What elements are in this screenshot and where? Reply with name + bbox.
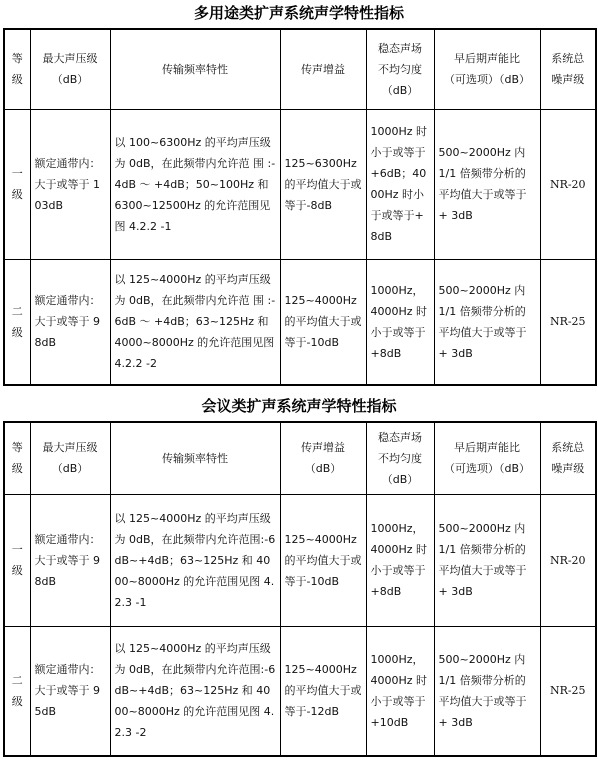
noise-cell: NR-20 xyxy=(540,494,596,626)
table-row xyxy=(4,259,596,385)
table-row xyxy=(4,109,596,259)
header-uniformity: 稳态声场 不均匀度 （dB） xyxy=(366,29,434,109)
uniformity-cell: 1000Hz，4000Hz 时小于或等于+8dB xyxy=(366,259,434,385)
gain-cell: 125~4000Hz 的平均值大于或等于-10dB xyxy=(280,259,366,385)
conference-table-title: 会议类扩声系统声学特性指标 xyxy=(201,397,397,415)
frequency-cell: 以 125~4000Hz 的平均声压级为 0dB，在此频带内允许范 围 :-6dB ～ +4dB；63~125Hz 和 4000~8000Hz 的允许范围见图 4.2.2 -2 xyxy=(110,259,280,385)
max-spl-cell: 额定通带内：大于或等于 98dB xyxy=(30,259,110,385)
header-max-spl: 最大声压级 （dB） xyxy=(30,422,110,494)
frequency-cell: 以 125~4000Hz 的平均声压级为 0dB，在此频带内允许范围:-6dB~+4dB；63~125Hz 和 4000~8000Hz 的允许范围见图 4.2.3 -1 xyxy=(110,494,280,626)
gain-cell: 125~4000Hz 的平均值大于或等于-12dB xyxy=(280,626,366,756)
conference-spec-table xyxy=(3,421,597,757)
max-spl-cell: 额定通带内：大于或等于 98dB xyxy=(30,494,110,626)
table-row xyxy=(4,626,596,756)
uniformity-cell: 1000Hz 时小于或等于+6dB；4000Hz 时小于或等于+8dB xyxy=(366,109,434,259)
header-uniformity: 稳态声场 不均匀度 （dB） xyxy=(366,422,434,494)
table-header-row xyxy=(4,29,596,109)
header-noise: 系统总 噪声级 xyxy=(540,422,596,494)
general-table-title: 多用途类扩声系统声学特性指标 xyxy=(193,4,404,22)
header-energy-ratio: 早后期声能比 （可选项）（dB） xyxy=(434,29,540,109)
general-spec-table xyxy=(3,28,597,386)
noise-cell: NR-25 xyxy=(540,626,596,756)
uniformity-cell: 1000Hz，4000Hz 时小于或等于+8dB xyxy=(366,494,434,626)
header-max-spl: 最大声压级 （dB） xyxy=(30,29,110,109)
frequency-cell: 以 100~6300Hz 的平均声压级为 0dB，在此频带内允许范 围 :-4dB ～ +4dB；50~100Hz 和 6300~12500Hz 的允许范围见图 4.2.2 -1 xyxy=(110,109,280,259)
max-spl-cell: 额定通带内：大于或等于 95dB xyxy=(30,626,110,756)
header-energy-ratio: 早后期声能比 （可选项）（dB） xyxy=(434,422,540,494)
gain-cell: 125~4000Hz 的平均值大于或等于-10dB xyxy=(280,494,366,626)
energy-ratio-cell: 500~2000Hz 内 1/1 倍频带分析的平均值大于或等于+ 3dB xyxy=(434,626,540,756)
energy-ratio-cell: 500~2000Hz 内 1/1 倍频带分析的平均值大于或等于+ 3dB xyxy=(434,259,540,385)
grade-cell: 二级 xyxy=(4,626,30,756)
grade-cell: 一级 xyxy=(4,494,30,626)
header-frequency: 传输频率特性 xyxy=(110,422,280,494)
max-spl-cell: 额定通带内：大于或等于 103dB xyxy=(30,109,110,259)
frequency-cell: 以 125~4000Hz 的平均声压级为 0dB，在此频带内允许范围:-6dB~+4dB；63~125Hz 和 4000~8000Hz 的允许范围见图 4.2.3 -2 xyxy=(110,626,280,756)
header-frequency: 传输频率特性 xyxy=(110,29,280,109)
energy-ratio-cell: 500~2000Hz 内 1/1 倍频带分析的平均值大于或等于+ 3dB xyxy=(434,109,540,259)
uniformity-cell: 1000Hz，4000Hz 时小于或等于+10dB xyxy=(366,626,434,756)
grade-cell: 二级 xyxy=(4,259,30,385)
header-noise: 系统总 噪声级 xyxy=(540,29,596,109)
header-grade: 等级 xyxy=(4,29,30,109)
energy-ratio-cell: 500~2000Hz 内 1/1 倍频带分析的平均值大于或等于+ 3dB xyxy=(434,494,540,626)
gain-cell: 125~6300Hz 的平均值大于或等于-8dB xyxy=(280,109,366,259)
table-row xyxy=(4,494,596,626)
header-grade: 等级 xyxy=(4,422,30,494)
noise-cell: NR-20 xyxy=(540,109,596,259)
header-gain: 传声增益 xyxy=(280,29,366,109)
noise-cell: NR-25 xyxy=(540,259,596,385)
grade-cell: 一级 xyxy=(4,109,30,259)
header-gain: 传声增益 （dB） xyxy=(280,422,366,494)
table-header-row xyxy=(4,422,596,494)
